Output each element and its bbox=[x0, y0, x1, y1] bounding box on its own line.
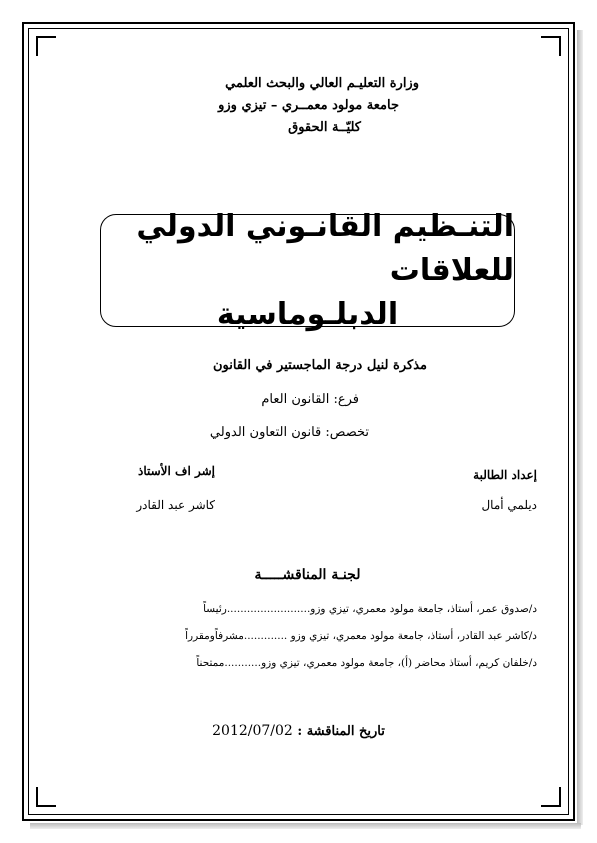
supervisor-name: كاشر عبد القادر bbox=[136, 498, 215, 512]
jury-member-supervisor: د/كاشر عبد القادر، أستاذ، جامعة مولود معمري، تيزي وزو .............مشرفاًومقرراً bbox=[185, 630, 537, 642]
specialty-line: تخصص: قانون التعاون الدولي bbox=[209, 425, 369, 440]
corner-ornament-top-right bbox=[541, 36, 561, 56]
thesis-title-line-1: التنـظيم القانـوني الدولي للعلاقات bbox=[136, 208, 514, 288]
supervisor-label: إشر اف الأستاذ bbox=[138, 464, 215, 478]
defense-date-line bbox=[0, 723, 597, 739]
faculty-name: كليّــة الحقوق bbox=[288, 120, 361, 135]
ministry-name: وزارة التعليـم العالي والبحث العلمي bbox=[225, 76, 419, 91]
corner-ornament-bottom-right bbox=[541, 787, 561, 807]
corner-ornament-top-left bbox=[36, 36, 56, 56]
branch-line: فرع: القانون العام bbox=[261, 392, 359, 407]
page-shadow-bottom bbox=[30, 823, 581, 829]
jury-title: لجنـة المناقشـــــة bbox=[254, 567, 361, 583]
thesis-title-line-2: الدبلـوماسية bbox=[216, 296, 399, 332]
defense-date-value: 2012/07/02 bbox=[212, 723, 293, 739]
defense-date-label: تاريخ المناقشة : bbox=[297, 724, 385, 739]
university-name: جامعة مولود معمــري – تيزي وزو bbox=[218, 98, 399, 113]
student-label: إعداد الطالبة bbox=[473, 468, 537, 482]
page-border-inner bbox=[28, 28, 569, 815]
student-name: ديلمي أمال bbox=[481, 498, 537, 512]
thesis-title-box bbox=[100, 208, 515, 332]
jury-member-president: د/صدوق عمر، أستاذ، جامعة مولود معمري، تيزي وزو.........................رئيساً bbox=[203, 603, 537, 615]
degree-statement: مذكرة لنيل درجة الماجستير في القانون bbox=[212, 358, 427, 373]
jury-member-examiner: د/خلفان كريم، أستاذ محاضر (أ)، جامعة مولود معمري، تيزي وزو...........ممتحناً bbox=[196, 657, 537, 669]
page-shadow-right bbox=[577, 30, 583, 825]
corner-ornament-bottom-left bbox=[36, 787, 56, 807]
